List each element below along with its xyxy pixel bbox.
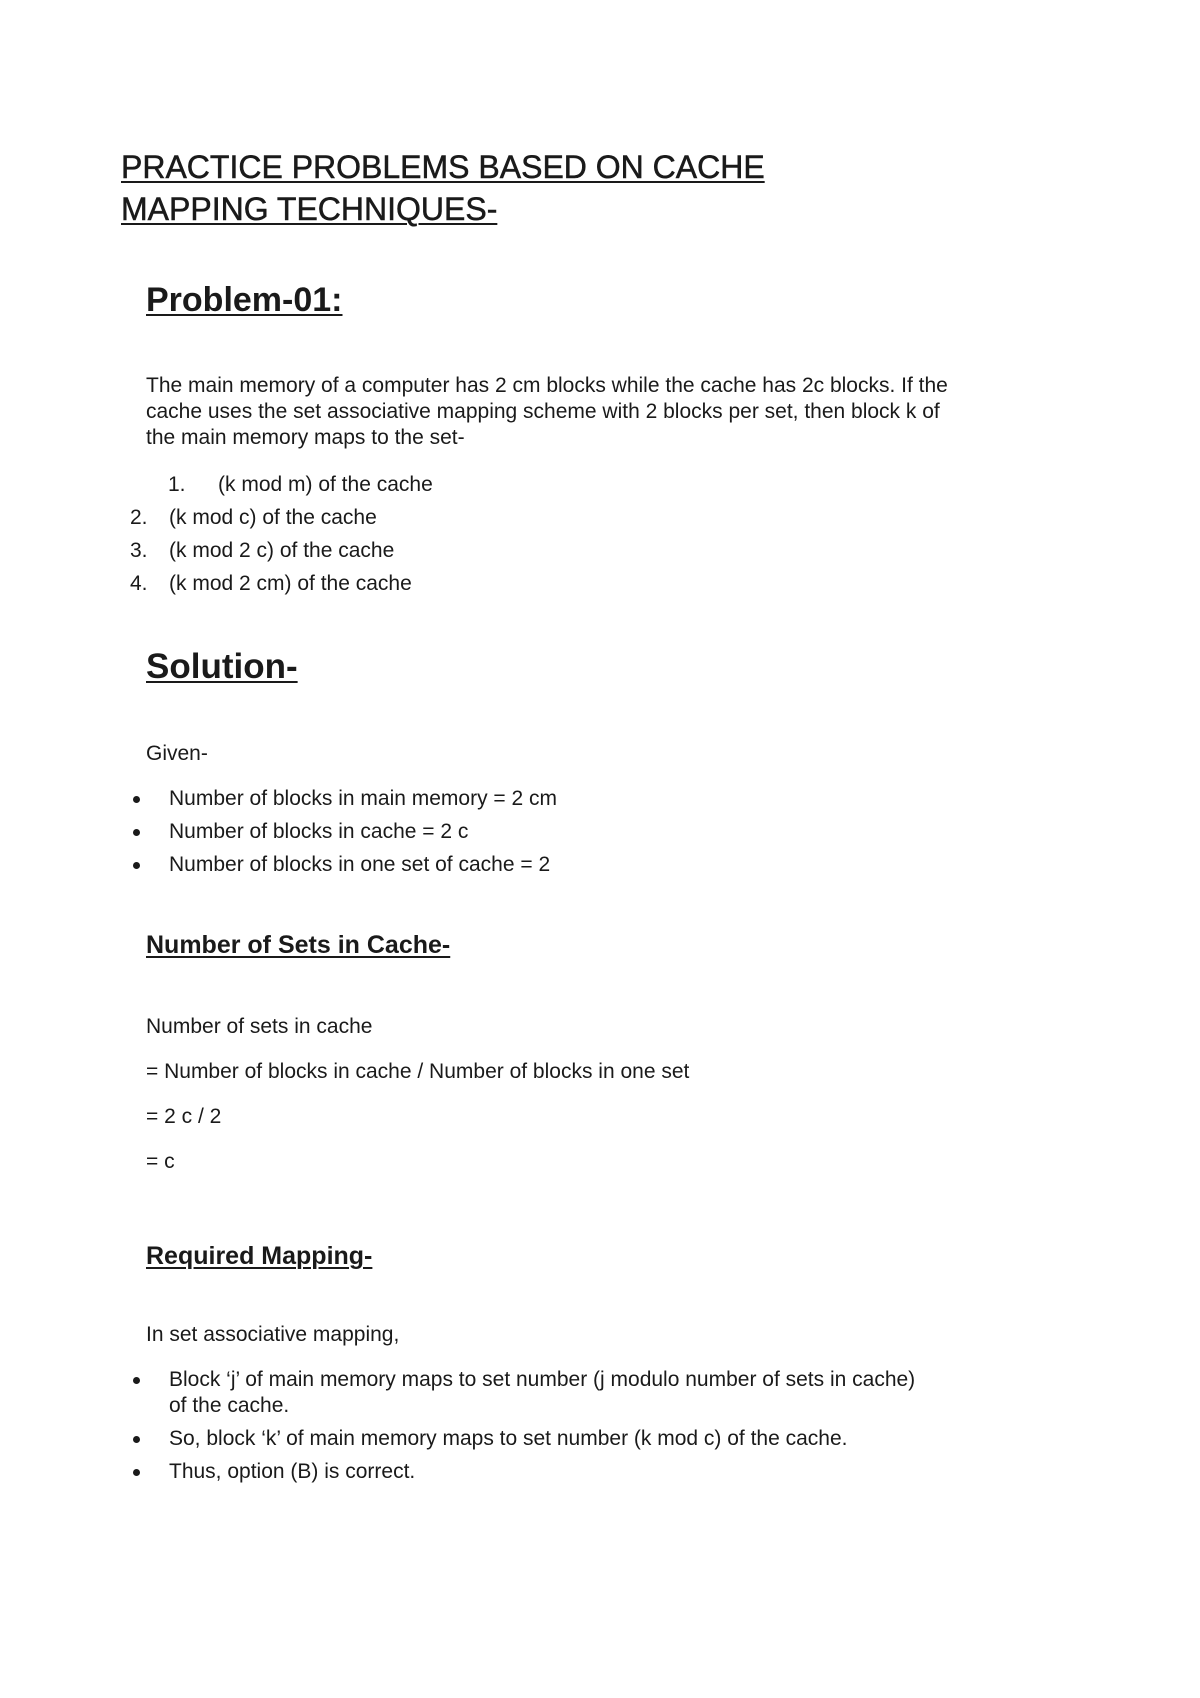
given-item-text: Number of blocks in cache = 2 c — [169, 820, 469, 843]
mapping-item-text: Block ‘j’ of main memory maps to set number (j modulo number of sets in cache) — [169, 1368, 916, 1391]
option-number: 3. — [130, 539, 148, 562]
mapping-intro: In set associative mapping, — [146, 1323, 400, 1346]
document-title — [121, 146, 1021, 230]
title-line-2: MAPPING TECHNIQUES- — [121, 191, 498, 227]
option-number: 4. — [130, 572, 148, 595]
given-label: Given- — [146, 742, 208, 765]
mapping-item-text: So, block ‘k’ of main memory maps to set number (k mod c) of the cache. — [169, 1427, 848, 1450]
option-text: (k mod c) of the cache — [169, 506, 377, 529]
solution-heading: Solution- — [146, 647, 298, 686]
mapping-item-text: Thus, option (B) is correct. — [169, 1460, 416, 1483]
mapping-heading: Required Mapping- — [146, 1242, 373, 1270]
bullet-icon — [133, 796, 140, 803]
bullet-icon — [133, 829, 140, 836]
mapping-item-text: of the cache. — [169, 1394, 290, 1417]
option-number: 2. — [130, 506, 148, 529]
given-item-text: Number of blocks in one set of cache = 2 — [169, 853, 551, 876]
bullet-icon — [133, 1377, 140, 1384]
given-item-text: Number of blocks in main memory = 2 cm — [169, 787, 558, 810]
option-text: (k mod m) of the cache — [218, 473, 433, 496]
problem-heading: Problem-01: — [146, 281, 343, 319]
statement-line: The main memory of a computer has 2 cm blocks while the cache has 2c blocks. If the — [146, 374, 948, 397]
option-text: (k mod 2 c) of the cache — [169, 539, 395, 562]
bullet-icon — [133, 1469, 140, 1476]
sets-line: = c — [146, 1150, 175, 1173]
sets-line: Number of sets in cache — [146, 1015, 373, 1038]
sets-line: = Number of blocks in cache / Number of blocks in one set — [146, 1060, 690, 1083]
statement-line: cache uses the set associative mapping scheme with 2 blocks per set, then block k of — [146, 400, 940, 423]
bullet-icon — [133, 1436, 140, 1443]
bullet-icon — [133, 862, 140, 869]
title-line-1: PRACTICE PROBLEMS BASED ON CACHE — [121, 149, 765, 185]
problem-statement — [146, 373, 1056, 451]
statement-line: the main memory maps to the set- — [146, 426, 465, 449]
sets-heading: Number of Sets in Cache- — [146, 931, 451, 959]
sets-line: = 2 c / 2 — [146, 1105, 222, 1128]
option-number: 1. — [168, 473, 186, 496]
option-text: (k mod 2 cm) of the cache — [169, 572, 412, 595]
